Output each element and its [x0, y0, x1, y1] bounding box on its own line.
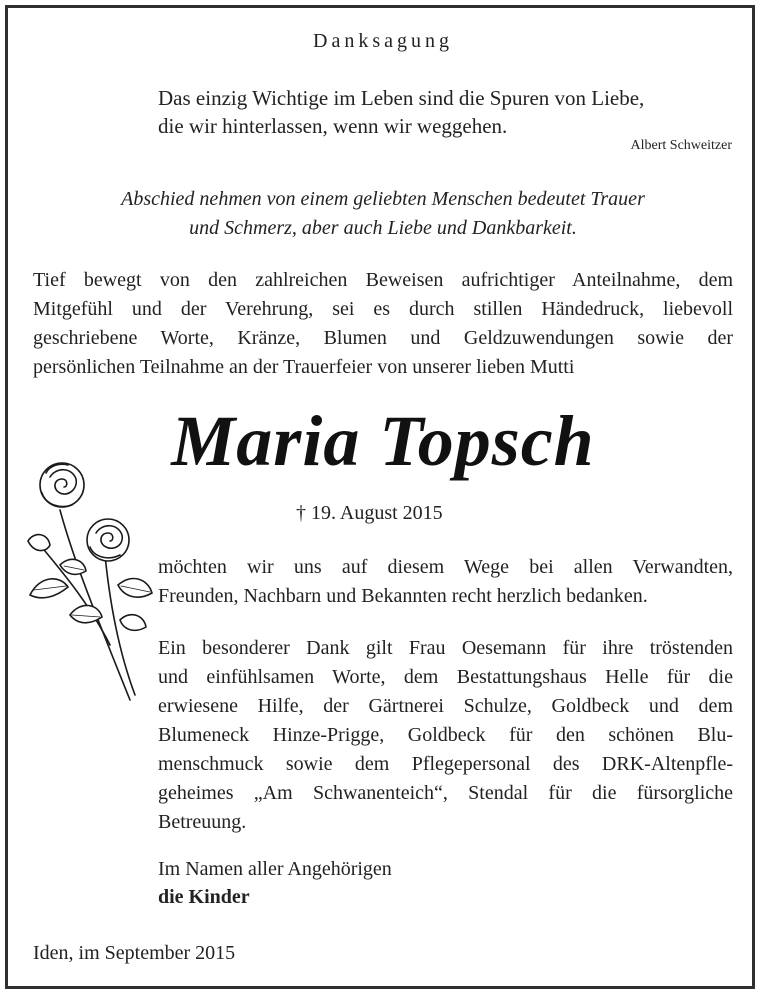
intro-line: Tief bewegt von den zahlreichen Beweisen aufrichtiger Anteilnahme, dem — [33, 269, 733, 291]
deceased-name: Maria Topsch — [171, 401, 595, 481]
special-thanks-paragraph — [158, 634, 733, 837]
intro-line: geschriebene Worte, Kränze, Blumen und Geldzuwendungen sowie der — [33, 327, 733, 349]
thanks-line: möchten wir uns auf diesem Wege bei allen Verwandten, — [158, 556, 733, 578]
motto-line-1: Abschied nehmen von einem geliebten Menschen bedeutet Trauer — [121, 188, 645, 210]
thanks-paragraph — [158, 553, 733, 611]
death-date: † 19. August 2015 — [296, 502, 443, 524]
signature-line-1: Im Namen aller Angehörigen — [158, 858, 392, 880]
special-thanks-line: geheimes „Am Schwanenteich“, Stendal für die fürsorgliche — [158, 782, 733, 804]
quote-author: Albert Schweitzer — [630, 138, 732, 153]
signature-line-2: die Kinder — [158, 886, 250, 908]
intro-paragraph — [33, 266, 733, 382]
special-thanks-line: Ein besonderer Dank gilt Frau Oesemann für ihre tröstenden — [158, 637, 733, 659]
quote-line-1: Das einzig Wichtige im Leben sind die Spuren von Liebe, — [158, 86, 645, 110]
special-thanks-line: Blumeneck Hinze-Prigge, Goldbeck für den schönen Blu- — [158, 724, 733, 746]
special-thanks-line: Betreuung. — [158, 811, 247, 833]
roses-illustration — [20, 455, 155, 710]
place-and-date: Iden, im September 2015 — [33, 942, 236, 964]
motto-line-2: und Schmerz, aber auch Liebe und Dankbarkeit. — [189, 217, 577, 239]
quote-line-2: die wir hinterlassen, wenn wir weggehen. — [158, 114, 508, 138]
intro-line: Mitgefühl und der Verehrung, sei es durch stillen Händedruck, liebevoll — [33, 298, 733, 320]
thanks-line: Freunden, Nachbarn und Bekannten recht herzlich bedanken. — [158, 585, 648, 607]
heading: Danksagung — [313, 30, 453, 52]
special-thanks-line: und einfühlsamen Worte, dem Bestattungshaus Helle für die — [158, 666, 733, 688]
special-thanks-line: erwiesene Hilfe, der Gärtnerei Schulze, Goldbeck und dem — [158, 695, 733, 717]
special-thanks-line: menschmuck sowie dem Pflegepersonal des DRK-Altenpfle- — [158, 753, 733, 775]
intro-line: persönlichen Teilnahme an der Trauerfeier von unserer lieben Mutti — [33, 356, 575, 378]
